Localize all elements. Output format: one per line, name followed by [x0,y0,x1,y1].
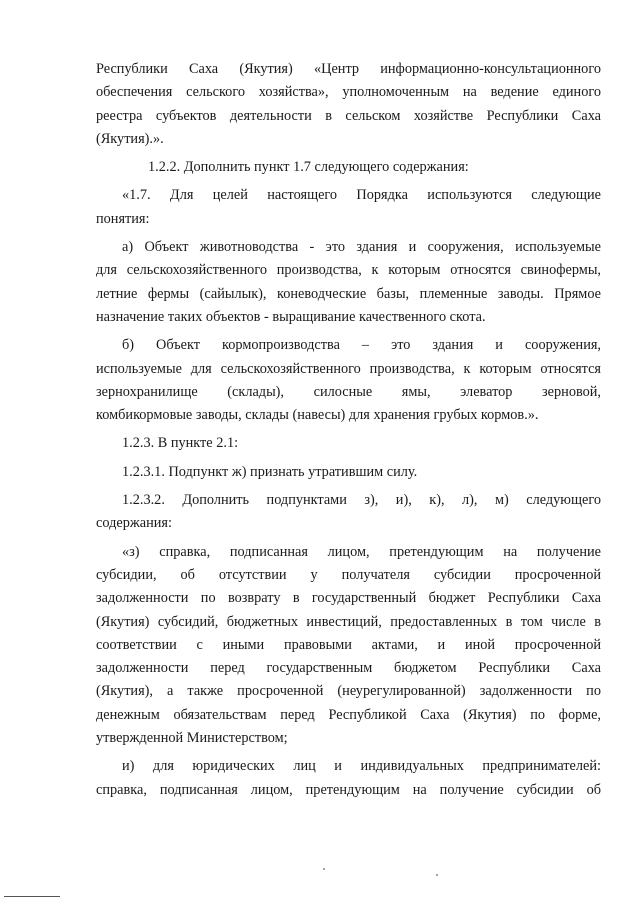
paragraph-item-a [96,236,601,329]
text-line: «1.7. Для целей настоящего Порядка используются следующие [122,187,601,204]
text-line: утвержденной Министерством; [96,730,288,747]
text-line: (Якутия), а также просроченной (неурегулированной) задолженности по [96,683,601,700]
paragraph-item-i [96,755,601,802]
text-line: «з) справка, подписанная лицом, претендующим на получение [122,543,601,560]
text-line: назначение таких объектов - выращивание качественного скота. [96,308,486,325]
text-line: и) для юридических лиц и индивидуальных предпринимателей: [122,758,601,775]
text-line: а) Объект животноводства - это здания и сооружения, используемые [122,239,601,256]
text-line: 1.2.2. Дополнить пункт 1.7 следующего содержания: [148,159,469,176]
text-line: задолженности по возврату в государственный бюджет Республики Саха [96,590,601,607]
paragraph-1-2-2 [96,156,601,179]
text-line: 1.2.3.1. Подпункт ж) признать утратившим силу. [122,463,418,480]
footer-rule [4,896,60,897]
text-line: содержания: [96,515,172,532]
text-line: для сельскохозяйственного производства, к которым относятся свинофермы, [96,262,601,279]
text-line: зернохранилище (склады), силосные ямы, элеватор зерновой, [96,383,601,400]
text-line: обеспечения сельского хозяйства», уполномоченным на ведение единого [96,84,601,101]
text-line: понятия: [96,210,150,227]
text-line: используемые для сельскохозяйственного производства, к которым относятся [96,360,601,377]
text-line: 1.2.3. В пункте 2.1: [122,435,239,452]
text-line: соответствии с иными правовыми актами, и иной просроченной [96,636,601,653]
text-line: реестра субъектов деятельности в сельском хозяйстве Республики Саха [96,107,601,124]
text-line: денежным обязательствам перед Республикой Саха (Якутия) по форме, [96,706,601,723]
scan-speck [323,868,325,870]
paragraph-1-2-3-1 [96,461,601,484]
scan-speck [436,874,438,876]
paragraph-item-b [96,334,601,427]
text-line: 1.2.3.2. Дополнить подпунктами з), и), к), л), м) следующего [122,492,601,509]
text-line: справка, подписанная лицом, претендующим на получение субсидии об [96,781,601,798]
paragraph-continuation [96,58,601,151]
document-page [96,58,601,802]
text-line: летние фермы (сайылык), коневодческие базы, племенные заводы. Прямое [96,285,601,302]
text-line: комбикормовые заводы, склады (навесы) для хранения грубых кормов.». [96,407,539,424]
paragraph-1-2-3 [96,432,601,455]
text-line: субсидии, об отсутствии у получателя субсидии просроченной [96,566,601,583]
text-line: б) Объект кормопроизводства – это здания и сооружения, [122,337,601,354]
paragraph-1-2-3-2 [96,489,601,536]
text-line: задолженности перед государственным бюджетом Республики Саха [96,660,601,677]
paragraph-item-z [96,541,601,751]
paragraph-1-7 [96,184,601,231]
text-line: Республики Саха (Якутия) «Центр информационно-консультационного [96,61,601,77]
text-line: (Якутия).». [96,130,164,147]
text-line: (Якутия) субсидий, бюджетных инвестиций, предоставленных в том числе в [96,613,601,630]
